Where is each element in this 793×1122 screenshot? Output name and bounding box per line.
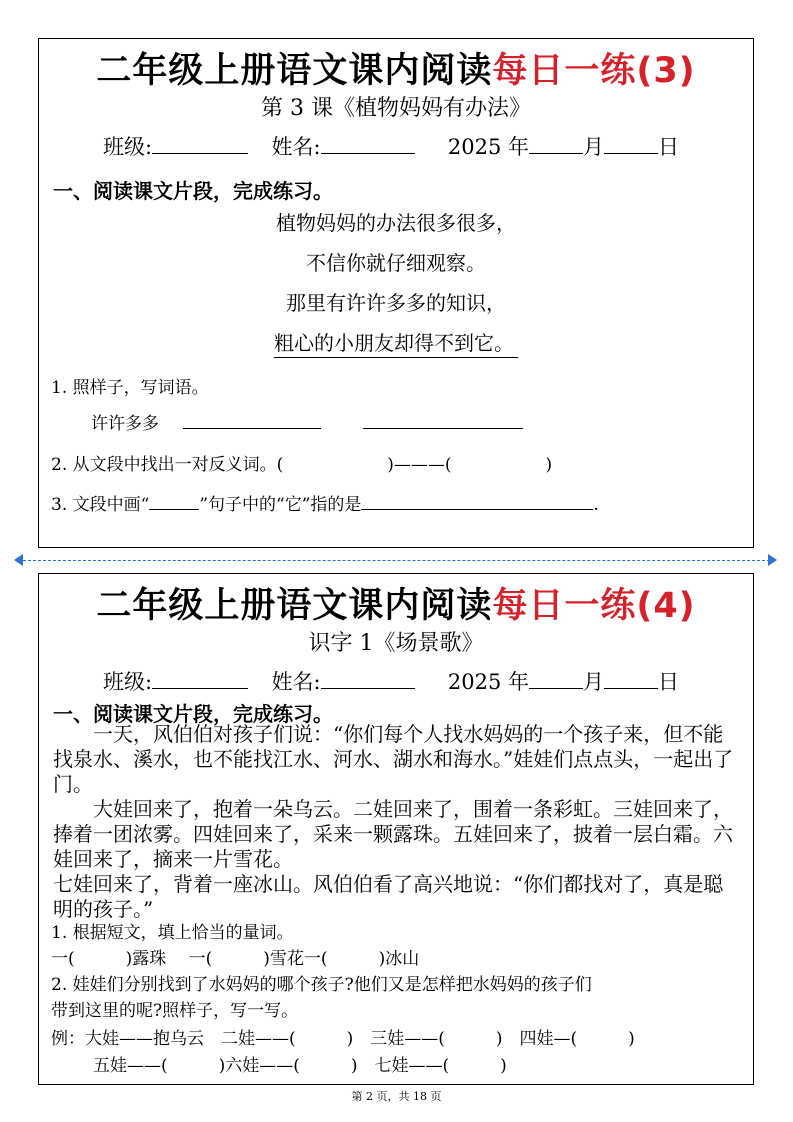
arrow-right-icon <box>768 554 777 566</box>
lesson-title: 识字 1《场景歌》 <box>308 631 484 656</box>
worksheet-title <box>39 578 753 628</box>
class-label: 班级: <box>103 135 153 159</box>
month-label: 月 <box>583 670 605 694</box>
class-blank[interactable] <box>152 670 248 689</box>
question-1-answer-row <box>91 409 523 434</box>
poem-line: 那里有许许多多的知识， <box>286 291 506 315</box>
year-label: 2025 年 <box>447 670 530 694</box>
page-footer: 第 2 页，共 18 页 <box>351 1090 442 1103</box>
poem-line: 植物妈妈的办法很多很多， <box>276 211 516 235</box>
year-label: 2025 年 <box>447 135 530 159</box>
name-blank[interactable] <box>321 670 415 689</box>
underline-marker <box>149 495 199 510</box>
title-daily-practice: 每日一练(4) <box>492 586 696 626</box>
passage-paragraph: 大娃回来了，抱着一朵乌云。二娃回来了，围着一条彩虹。三娃回来了，捧着一团浓雾。四娃回来了，采来一颗露珠。五娃回来了，披着一层白霜。六娃回来了，摘来一片雪花。 <box>53 797 733 871</box>
lesson-title: 第 3 课《植物妈妈有办法》 <box>261 96 531 121</box>
arrow-left-icon <box>14 554 23 566</box>
question-2-continued: 带到这里的呢?照样子，写一写。 <box>51 1001 299 1021</box>
class-label: 班级: <box>103 670 153 694</box>
example-word: 许许多多 <box>91 414 159 434</box>
name-blank[interactable] <box>321 135 415 154</box>
worksheet-title <box>39 43 753 93</box>
question-2-text: 2. 从文段中找出一对反义词。( <box>51 455 284 475</box>
question-1: 1. 根据短文，填上恰当的量词。 <box>51 923 294 943</box>
question-2 <box>51 450 552 475</box>
passage-paragraph: 七娃回来了，背着一座冰山。风伯伯看了高兴地说：“你们都找对了，真是聪明的孩子。” <box>53 872 724 921</box>
question-3 <box>51 490 599 515</box>
day-blank[interactable] <box>604 135 658 154</box>
question-1: 1. 照样子，写词语。 <box>51 378 209 398</box>
title-text: 二年级上册语文课内阅读 <box>96 586 493 626</box>
poem-line-underlined <box>39 327 753 356</box>
answer-blank[interactable] <box>183 414 321 429</box>
cut-divider <box>18 560 775 561</box>
reading-passage <box>53 722 743 922</box>
month-blank[interactable] <box>529 670 583 689</box>
question-3-text: 3. 文段中画“ <box>51 495 150 515</box>
poem-line: 不信你就仔细观察。 <box>306 251 486 275</box>
student-info-line <box>103 131 679 161</box>
day-blank[interactable] <box>604 670 658 689</box>
section-heading: 一、阅读课文片段，完成练习。 <box>53 179 333 203</box>
question-2-close: ) <box>545 455 553 475</box>
day-label: 日 <box>658 135 680 159</box>
class-blank[interactable] <box>152 135 248 154</box>
question-1-answer-row[interactable]: 一( )露珠 一( )雪花一( )冰山 <box>51 949 420 969</box>
exercise-card-4 <box>38 573 754 1085</box>
answer-blank[interactable] <box>361 495 593 510</box>
question-2-answer-row[interactable]: 五娃——( )六娃——( ) 七娃——( ) <box>93 1056 507 1076</box>
underlined-sentence: 粗心的小朋友却得不到它。 <box>274 331 518 358</box>
title-daily-practice: 每日一练(3) <box>492 51 696 91</box>
answer-blank[interactable] <box>363 414 523 429</box>
question-2-example-row[interactable]: 例：大娃——抱乌云 二娃——( ) 三娃——( ) 四娃—( ) <box>51 1029 635 1049</box>
question-3-period: . <box>593 495 599 515</box>
student-info-line <box>103 666 679 696</box>
name-label: 姓名: <box>271 135 321 159</box>
passage-paragraph: 一天，风伯伯对孩子们说：“你们每个人找水妈妈的一个孩子来，但不能找泉水、溪水，也不能找江水、河水、湖水和海水。”娃娃们点点头，一起出了门。 <box>53 722 734 796</box>
title-text: 二年级上册语文课内阅读 <box>96 51 493 91</box>
question-2: 2. 娃娃们分别找到了水妈妈的哪个孩子?他们又是怎样把水妈妈的孩子们 <box>51 975 592 995</box>
name-label: 姓名: <box>271 670 321 694</box>
month-label: 月 <box>583 135 605 159</box>
question-2-dash: )———( <box>387 455 452 475</box>
day-label: 日 <box>658 670 680 694</box>
section-heading: 一、阅读课文片段，完成练习。 <box>53 702 333 726</box>
exercise-card-3 <box>38 38 754 548</box>
month-blank[interactable] <box>529 135 583 154</box>
question-3-text-continued: ”句子中的“它”指的是 <box>199 495 362 515</box>
